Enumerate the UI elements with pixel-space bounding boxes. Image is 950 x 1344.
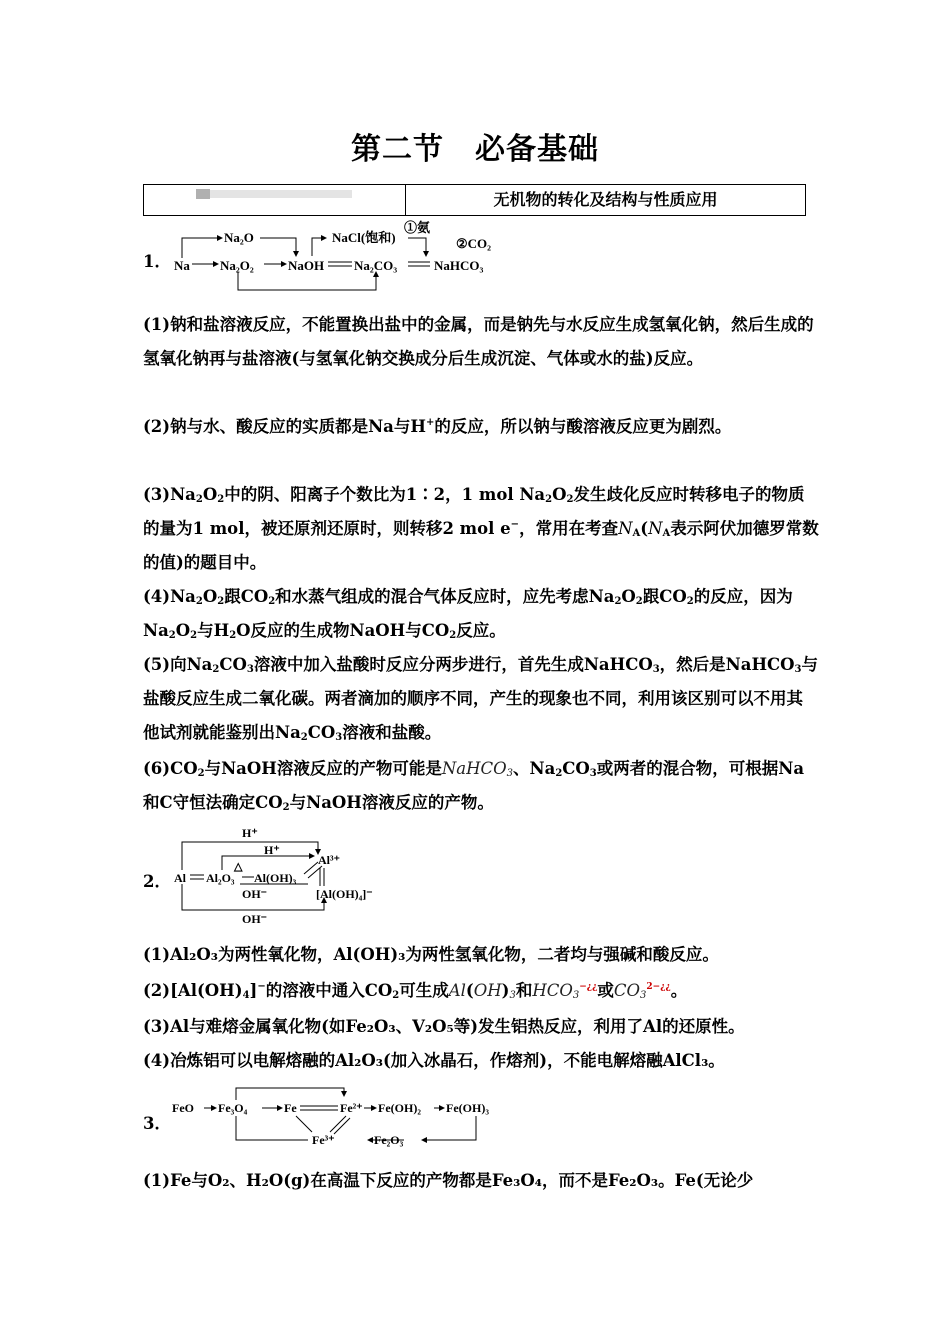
paragraph-2-1: (1)Al₂O₃为两性氧化物，Al(OH)₃为两性氢氧化物，二者均与强碱和酸反应。 [143,945,719,964]
item-number-2: 2． [143,872,171,891]
aluminum-conversion-diagram [168,824,398,928]
item-number-1: 1． [143,252,171,271]
paragraph-1-1: (1)钠和盐溶液反应，不能置换出盐中的金属，而是钠先与水反应生成氢氧化钠，然后生成的氢氧化钠再与盐溶液(与氢氧化钠交换成分后生成沉淀、气体或水的盐)反应。 [143,315,814,368]
paragraph-2-2: $(2)[Al(OH)_4]^-$的溶液中通入$CO_2$可生成$Al(OH)_3$和$HCO_3^{-¿¿}$或$CO_3^{2-¿¿}$。 [143,981,688,1001]
section-header-table [143,184,806,216]
section-header-cell-left [144,185,406,215]
al-label: Al [174,871,186,885]
feoh2-label: Fe(OH)₂ [378,1101,421,1115]
nacl-label: NaCl(饱和) [332,230,396,245]
item-number-3: 3． [143,1114,171,1133]
sodium-conversion-diagram [168,218,528,298]
aloh3-label: Al(OH)₃ [254,871,297,885]
paragraph-2-4: (4)冶炼铝可以电解熔融的Al₂O₃(加入冰晶石，作熔剂)，不能电解熔融AlCl₃。 [143,1051,725,1070]
feo-label: FeO [172,1101,194,1115]
page-title: 第二节 必备基础 [351,132,599,167]
h-plus-label-top: H⁺ [242,826,258,840]
na2o-label: Na₂O [224,230,254,245]
redacted-tag [196,189,210,199]
co2-label: ②CO₂ [456,236,492,251]
ammonia-label: ①氨 [404,220,431,235]
oh-minus-label-inner: OH⁻ [242,887,268,901]
paragraph-1-6: $(6)CO_2$与NaOH溶液反应的产物可能是NaHCO$_3$、$Na_2CO_3$或两者的混合物，可根据Na和C守恒法确定$CO_2$与NaOH溶液反应的产物。 [143,759,805,813]
redacted-bar [196,190,352,198]
al3-label: Al³⁺ [318,853,340,867]
h-plus-label-inner: H⁺ [264,843,280,857]
fe2o3-label: Fe₂O₃ [374,1133,404,1147]
na2o2-label: Na₂O₂ [220,258,254,273]
heat-symbol: △ [234,861,243,873]
paragraph-1-3: $(3)Na_2O_2$中的阴、阳离子个数比为1∶2，1 mol $Na_2O_2$发生歧化反应时转移电子的物质的量为1 mol，被还原剂还原时，则转移2 mol e−，常用在考查$N_A(N_A$表示阿伏加德罗常数的值)的题目中。 [143,485,819,572]
nahco3-label: NaHCO₃ [434,258,484,273]
paragraph-2-3: (3)Al与难熔金属氧化物(如Fe₂O₃、V₂O₅等)发生铝热反应，利用了Al的还原性。 [143,1017,745,1036]
section-header-name: 无机物的转化及结构与性质应用 [493,190,718,209]
naoh-label: NaOH [288,258,325,273]
al2o3-label: Al₂O₃ [206,871,235,885]
paragraph-1-5: (5)向$Na_2CO_3$溶液中加入盐酸时反应分两步进行，首先生成NaHCO$_3$，然后是NaHCO$_3$与盐酸反应生成二氧化碳。两者滴加的顺序不同，产生的现象也不同，利用该区别可以不用其他试剂就能鉴别出$Na_2CO_3$溶液和盐酸。 [143,655,819,743]
na-label: Na [174,258,190,273]
feoh3-label: Fe(OH)₃ [446,1101,489,1115]
fe2-label: Fe²⁺ [340,1101,363,1115]
iron-conversion-diagram [168,1082,518,1152]
aloh4-label: [Al(OH)₄]⁻ [316,887,373,901]
paragraph-3-1: (1)Fe与O₂、H₂O(g)在高温下反应的产物都是Fe₃O₄，而不是Fe₂O₃。Fe(无论少 [143,1171,754,1190]
oh-minus-label-bottom: OH⁻ [242,912,268,926]
fe3-label: Fe³⁺ [312,1133,335,1147]
paragraph-1-2: (2)钠与水、酸反应的实质都是Na与H+的反应，所以钠与酸溶液反应更为剧烈。 [143,417,732,436]
fe-label: Fe [284,1101,297,1115]
fe3o4-label: Fe₃O₄ [218,1101,248,1115]
paragraph-1-4: $(4)Na_2O_2$跟$CO_2$和水蒸气组成的混合气体反应时，应先考虑$Na_2O_2$跟$CO_2$的反应，因为$Na_2O_2$与$H_2O$反应的生成物NaOH与$CO_2$反应。 [143,587,793,641]
na2co3-label: Na₂CO₃ [354,258,398,273]
